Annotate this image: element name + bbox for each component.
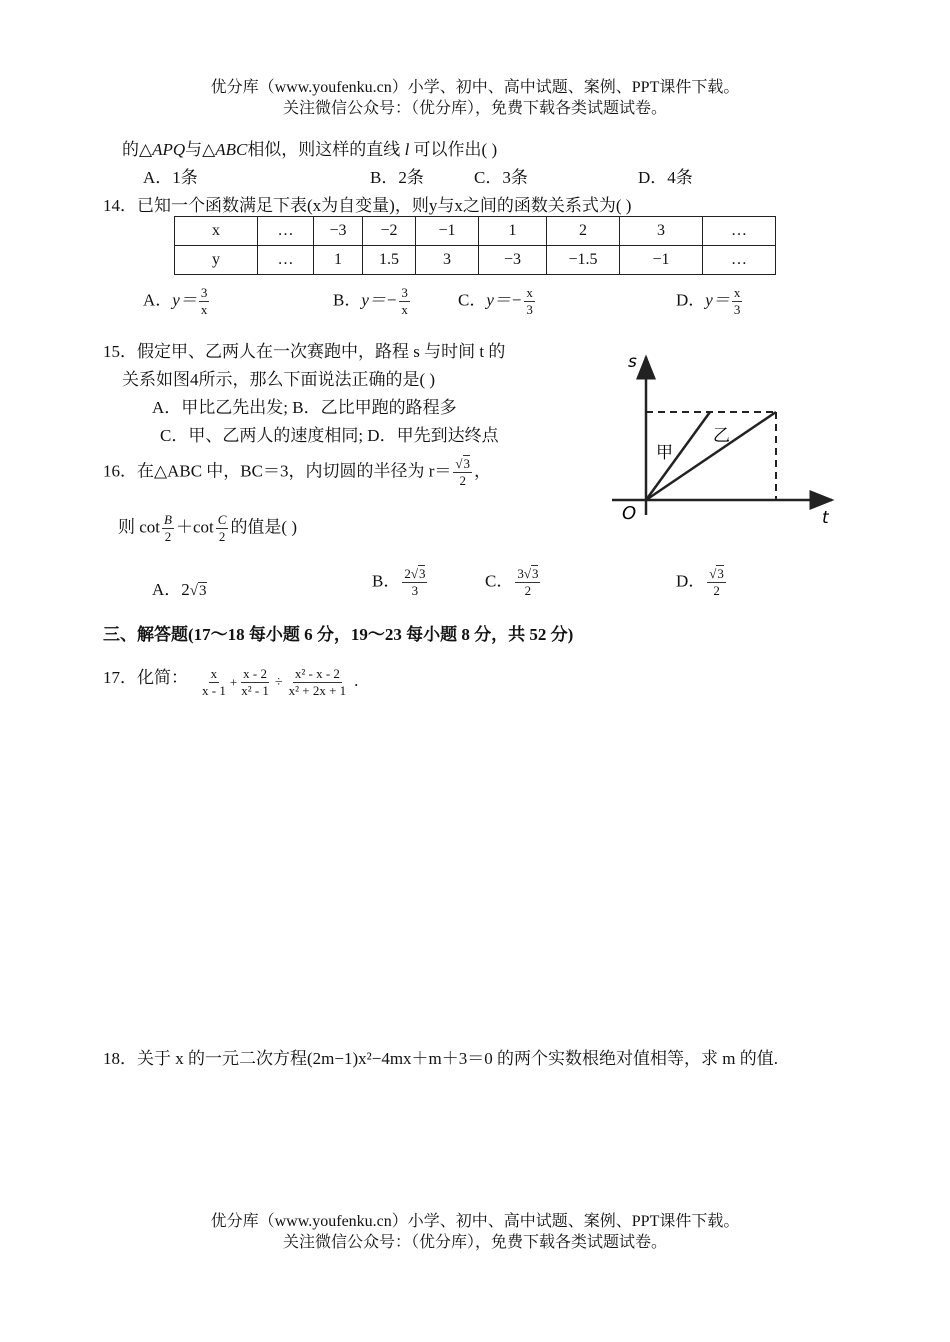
section-3-title: 三、解答题(17～18 每小题 6 分，19～23 每小题 8 分，共 52 分)	[103, 625, 574, 644]
distance-time-figure	[600, 345, 850, 535]
table-cell: −1.5	[547, 246, 620, 275]
footer-line-2: 关注微信公众号：（优分库），免费下载各类试题试卷。	[282, 1234, 667, 1251]
axis-s-label: s	[628, 352, 637, 372]
table-cell: 3	[416, 246, 479, 275]
q14-option-d: D．y＝ $\frac{x}{3}$	[676, 285, 741, 317]
table-cell: x	[175, 217, 258, 246]
q16-stem: 16．在△ABC 中，BC＝3，内切圆的半径为 r＝ $\frac{√3}{2}$ ，	[103, 456, 492, 488]
table-cell: 2	[547, 217, 620, 246]
q16-line-2: 则 cot $\frac{B}{2}$ ＋cot $\frac{C}{2}$ 的值是( )	[118, 512, 298, 544]
q16-option-a: A．2√3	[152, 580, 207, 599]
table-cell: −1	[416, 217, 479, 246]
table-cell: y	[175, 246, 258, 275]
table-row-x	[175, 217, 776, 246]
table-cell: 1	[314, 246, 363, 275]
q14-stem: 14．已知一个函数满足下表(x为自变量)，则y与x之间的函数关系式为( )	[103, 196, 632, 215]
q13-option-a: A．1条	[143, 168, 198, 187]
header-line-2: 关注微信公众号：（优分库），免费下载各类试题试卷。	[282, 100, 667, 117]
table-cell: 1	[479, 217, 547, 246]
q14-option-c: C．y＝− $\frac{x}{3}$	[458, 285, 533, 317]
q16-option-c: C． $\frac{3√3}{2}$	[485, 566, 539, 598]
header-line-1: 优分库（www.youfenku.cn）小学、初中、高中试题、案例、PPT课件下载。	[210, 79, 740, 96]
table-cell: …	[703, 217, 776, 246]
q18-stem: 18．关于 x 的一元二次方程(2m−1)x²−4mx＋m＋3＝0 的两个实数根绝对值相等，求 m 的值.	[103, 1049, 778, 1068]
q17-expression: $\frac{x}{x - 1}$ + $\frac{x - 2}{\text{x² - 1}}$ ÷ $\frac{\text{x² - x - 2}}{\text{x² + 2x + 1}}$ .	[202, 666, 359, 698]
table-cell: −3	[479, 246, 547, 275]
table-cell: 1.5	[363, 246, 416, 275]
axis-t-label: t	[822, 508, 829, 528]
function-table	[174, 216, 776, 275]
q13-option-b: B．2条	[370, 168, 424, 187]
table-cell: −2	[363, 217, 416, 246]
q15-line-2: 关系如图4所示，那么下面说法正确的是( )	[122, 370, 436, 389]
table-cell: …	[258, 217, 314, 246]
table-cell: −3	[314, 217, 363, 246]
table-cell: …	[258, 246, 314, 275]
q15-line-1: 15．假定甲、乙两人在一次赛跑中，路程 s 与时间 t 的	[103, 342, 506, 361]
q16-option-d: D． $\frac{√3}{2}$	[676, 566, 724, 598]
table-cell: −1	[620, 246, 703, 275]
q13-option-c: C．3条	[474, 168, 528, 187]
q14-option-b: B．y＝− $\frac{3}{x}$	[333, 285, 408, 317]
table-row-y	[175, 246, 776, 275]
q17-label: 17．化简：	[103, 668, 188, 687]
q14-option-a: A．y＝ $\frac{3}{x}$	[143, 285, 208, 317]
q13-stem: 的△APQ与△ABC相似，则这样的直线 l 可以作出( )	[122, 140, 498, 159]
q13-option-d: D．4条	[638, 168, 693, 187]
origin-label: O	[622, 503, 637, 524]
q15-line-4: C．甲、乙两人的速度相同; D．甲先到达终点	[160, 426, 499, 445]
table-cell: …	[703, 246, 776, 275]
label-yi: 乙	[713, 426, 730, 446]
q15-line-3: A．甲比乙先出发; B．乙比甲跑的路程多	[152, 398, 457, 417]
footer-line-1: 优分库（www.youfenku.cn）小学、初中、高中试题、案例、PPT课件下载。	[210, 1213, 740, 1230]
label-jia: 甲	[656, 443, 673, 463]
q16-option-b: B． $\frac{2√3}{3}$	[372, 566, 426, 598]
table-cell: 3	[620, 217, 703, 246]
